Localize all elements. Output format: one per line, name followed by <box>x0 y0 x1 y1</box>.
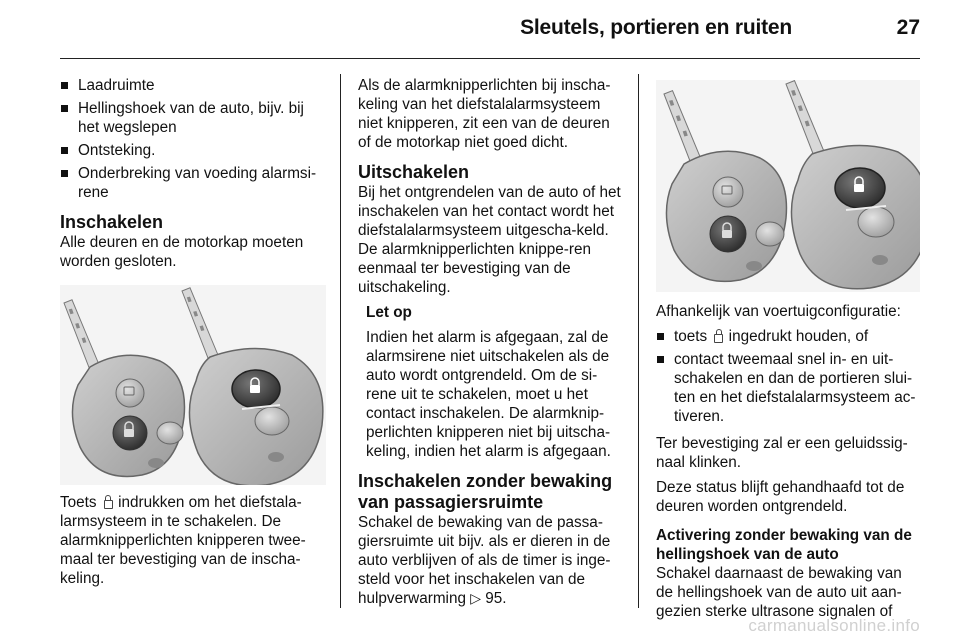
column-divider-1 <box>340 74 341 608</box>
lock-icon <box>103 495 112 508</box>
paragraph: Ter bevestiging zal er een geluidssig-naal klinken. <box>656 435 908 471</box>
paragraph <box>60 493 326 588</box>
paragraph-text: Toets <box>60 494 97 511</box>
note-box <box>358 303 624 461</box>
option-list <box>656 327 920 426</box>
header-rule <box>60 58 920 59</box>
section-heading-uitschakelen: Uitschakelen <box>358 162 470 182</box>
list-item: contact tweemaal snel in- en uit-schakelen en dan de portieren slui-ten en het diefstalalarmsysteem ac-tiveren. <box>656 350 920 426</box>
list-item-text: ingedrukt houden, of <box>728 328 869 345</box>
column-3 <box>656 76 920 627</box>
trigger-list <box>60 76 326 202</box>
list-item: Onderbreking van voeding alarmsi-rene <box>60 164 326 202</box>
page-reference[interactable]: 95. <box>485 590 507 607</box>
paragraph: Deze status blijft gehandhaafd tot de deuren worden ontgrendeld. <box>656 479 905 515</box>
paragraph: Afhankelijk van voertuigconfiguratie: <box>656 303 901 320</box>
note-title: Let op <box>366 304 412 321</box>
list-item <box>656 327 920 346</box>
list-item: Hellingshoek van de auto, bijv. bij het wegslepen <box>60 99 326 137</box>
paragraph: Schakel daarnaast de bewaking van de hellingshoek van de auto uit aan-gezien sterke ultrasone signalen of <box>656 565 902 620</box>
key-fob-illustration <box>656 80 920 292</box>
paragraph <box>358 513 624 608</box>
page-number: 27 <box>896 16 920 39</box>
section-heading-inschakelen: Inschakelen <box>60 212 164 232</box>
list-item: Ontsteking. <box>60 141 326 160</box>
list-item: Laadruimte <box>60 76 326 95</box>
key-fob-image <box>60 285 326 485</box>
running-header-title: Sleutels, portieren en ruiten <box>520 16 792 39</box>
key-fob-image <box>656 80 920 292</box>
paragraph: Alle deuren en de motorkap moeten worden gesloten. <box>60 234 304 270</box>
paragraph: Bij het ontgrendelen van de auto of het inschakelen van het contact wordt het diefstalalarmsysteem uitgescha-keld. De alarmknipperlichten knippe-ren eenmaal ter bevestiging van de uitschakeling. <box>358 184 621 296</box>
key-fob-illustration <box>60 285 326 485</box>
watermark-url: carmanualsonline.info <box>748 616 920 635</box>
column-divider-2 <box>638 74 639 608</box>
lock-icon <box>713 329 722 342</box>
section-heading-zonder-bewaking: Inschakelen zonder bewaking van passagiersruimte <box>358 471 613 512</box>
paragraph-text: Schakel de bewaking van de passa-giersruimte uit bijv. als er dieren in de auto verblijven of als de timer is inge-steld voor het inschakelen van de hulpverwarming <box>358 514 611 607</box>
paragraph-text: indrukken om het diefstala-larmsysteem in te schakelen. De alarmknipperlichten knipperen twee-maal ter bevestiging van de inscha-keling. <box>60 494 306 587</box>
column-2 <box>358 76 624 614</box>
section-heading-hellingshoek: Activering zonder bewaking van de hellingshoek van de auto <box>656 527 912 563</box>
list-item-text: toets <box>674 328 708 345</box>
page-ref-icon: ▷ <box>470 590 482 606</box>
paragraph: Als de alarmknipperlichten bij inscha-keling van het diefstalalarmsysteem niet knipperen, zit een van de deuren of de motorkap niet goed dicht. <box>358 77 611 151</box>
note-text: Indien het alarm is afgegaan, zal de alarmsirene niet uitschakelen als de auto wordt ontgrendeld. Om de si-rene uit te schakelen, moet u het contact inschakelen. De alarmknip-perlichten knipperen niet bij uitscha-keling, indien het alarm is afgegaan. <box>366 329 611 460</box>
column-1 <box>60 76 326 594</box>
